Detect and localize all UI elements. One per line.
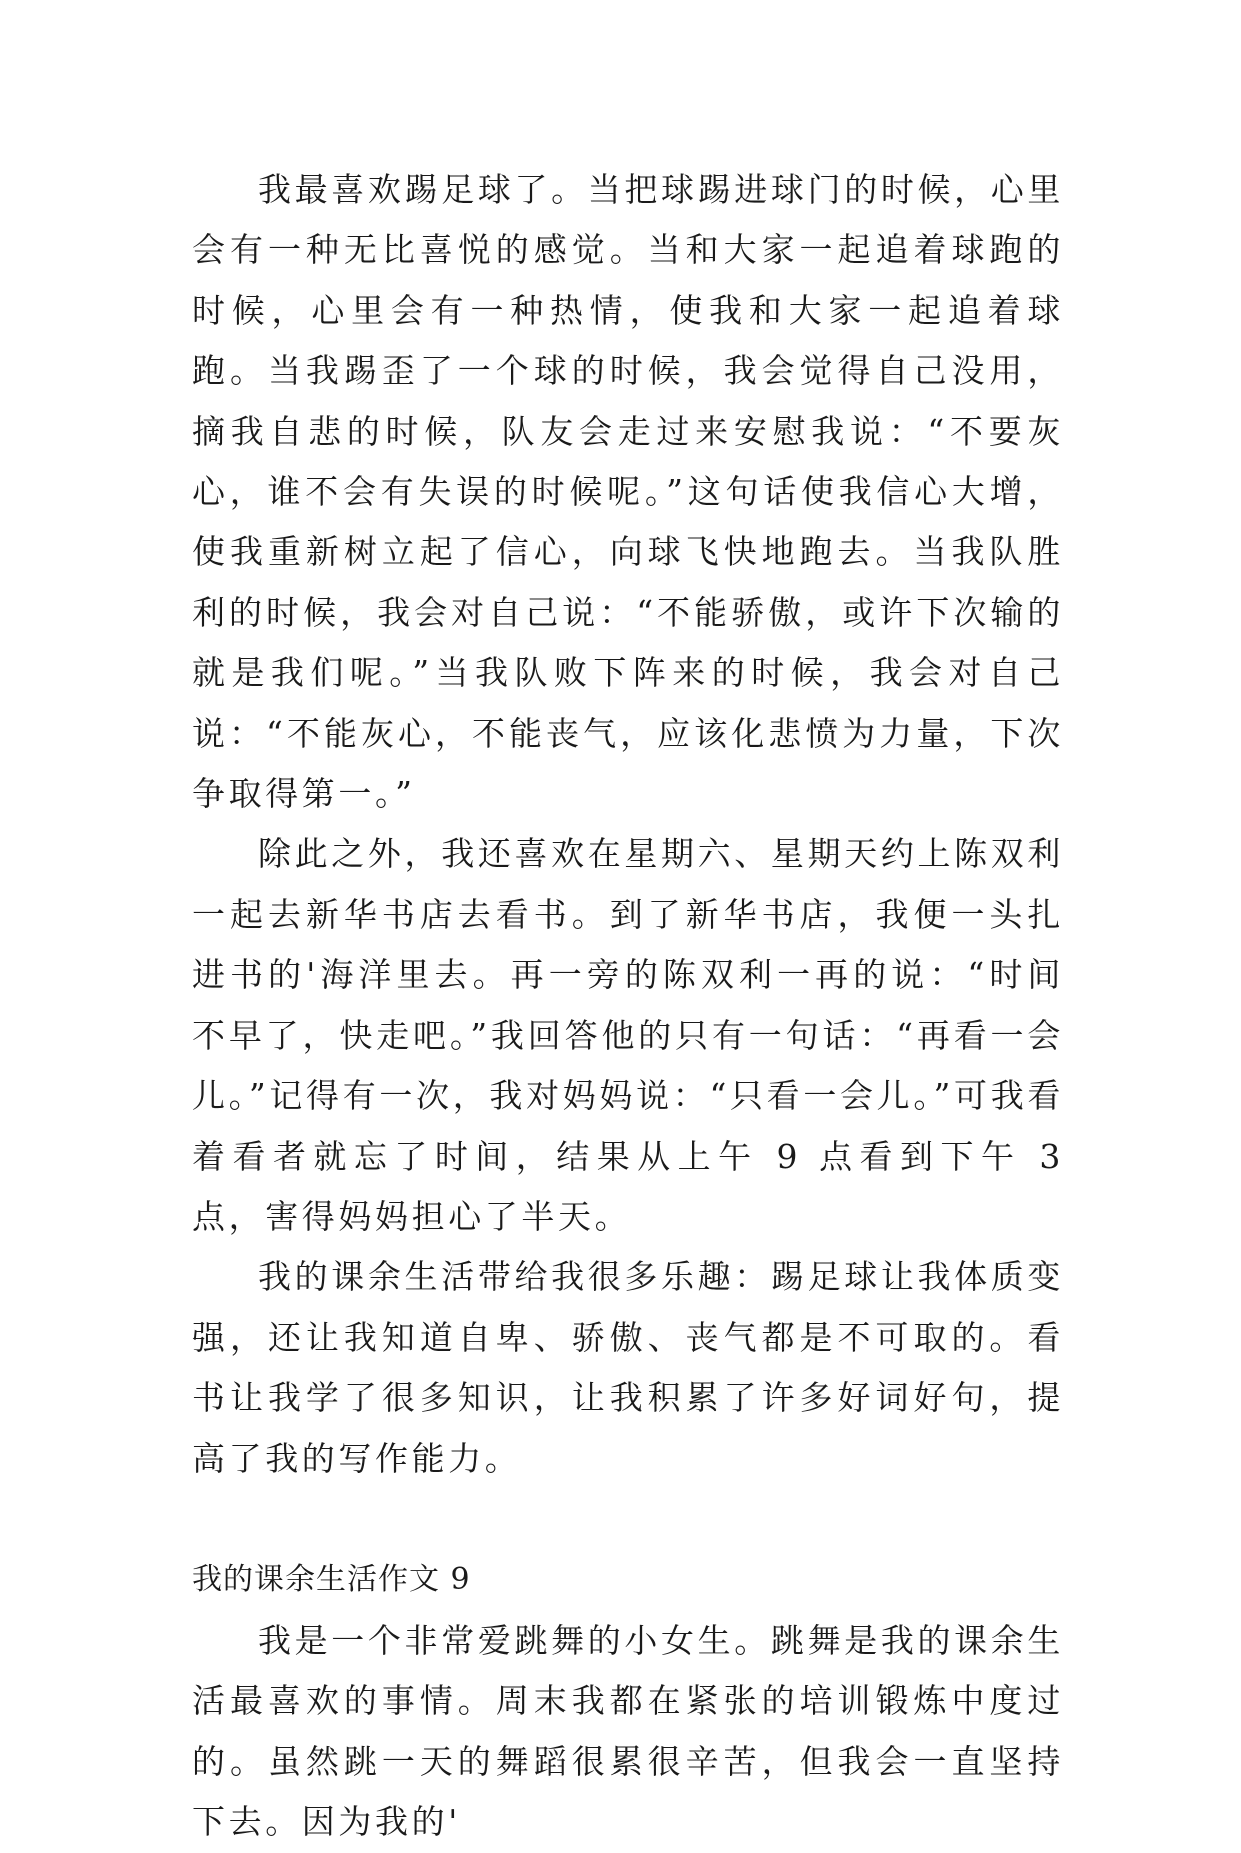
paragraph-conclusion: 我的课余生活带给我很多乐趣：踢足球让我体质变强，还让我知道自卑、骄傲、丧气都是不可取的。看书让我学了很多知识，让我积累了许多好词好句，提高了我的写作能力。 [192, 1257, 1064, 1478]
section-title: 我的课余生活作文 9 [192, 1561, 471, 1597]
paragraph-dance: 我是一个非常爱跳舞的小女生。跳舞是我的课余生活最喜欢的事情。周末我都在紧张的培训锻炼中度过的。虽然跳一天的舞蹈很累很辛苦，但我会一直坚持下去。因为我的' [192, 1620, 1064, 1842]
document-body [192, 160, 1064, 1853]
paragraph-football: 我最喜欢踢足球了。当把球踢进球门的时候，心里会有一种无比喜悦的感觉。当和大家一起追着球跑的时候，心里会有一种热情，使我和大家一起追着球跑。当我踢歪了一个球的时候，我会觉得自己没用，摘我自悲的时候，队友会走过来安慰我说：“不要灰心，谁不会有失误的时候呢。”这句话使我信心大增，使我重新树立起了信心，向球飞快地跑去。当我队胜利的时候，我会对自己说：“不能骄傲，或许下次输的就是我们呢。”当我队败下阵来的时候，我会对自己说：“不能灰心，不能丧气，应该化悲愤为力量，下次争取得第一。” [192, 170, 1064, 814]
paragraph-bookstore: 除此之外，我还喜欢在星期六、星期天约上陈双利一起去新华书店去看书。到了新华书店，我便一头扎进书的'海洋里去。再一旁的陈双利一再的说：“时间不早了，快走吧。”我回答他的只有一句话：“再看一会儿。”记得有一次，我对妈妈说：“只看一会儿。”可我看着看者就忘了时间，结果从上午 9 点看到下午 3 点，害得妈妈担心了半天。 [192, 834, 1064, 1236]
